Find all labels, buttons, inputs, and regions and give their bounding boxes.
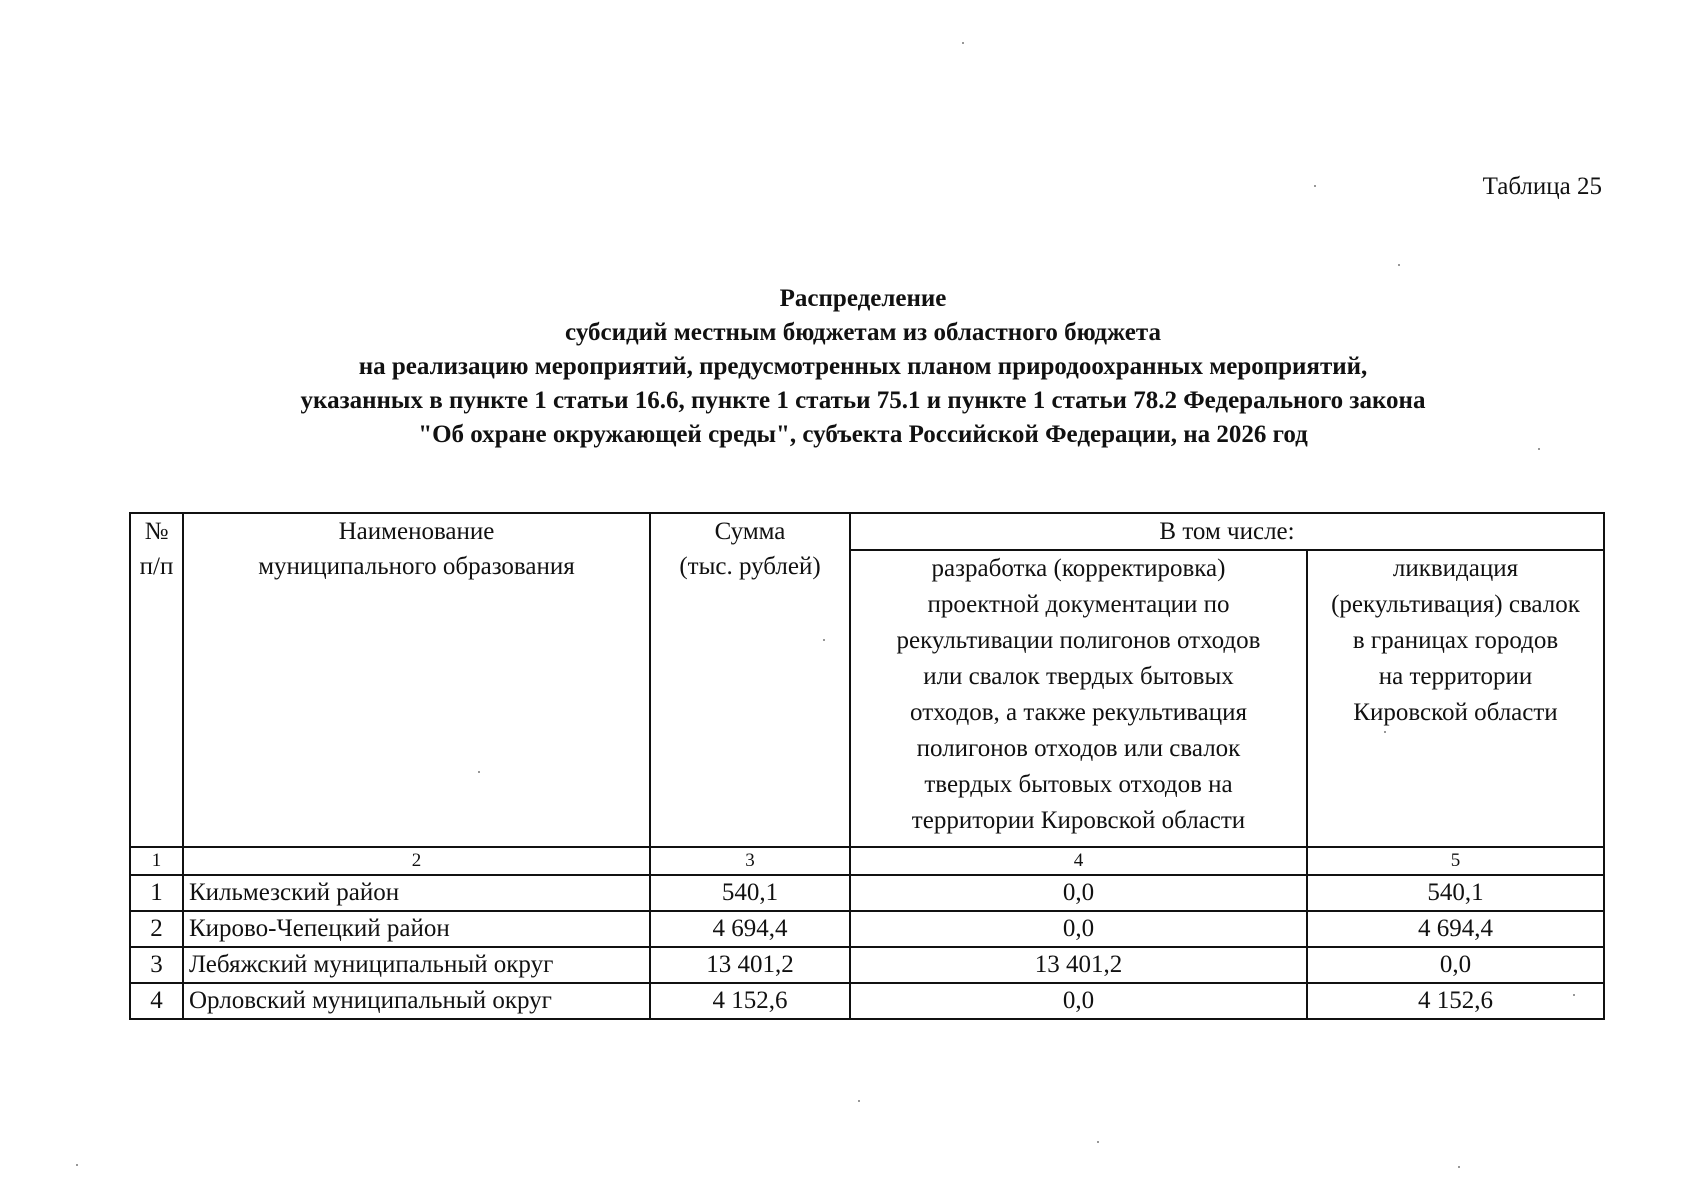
scan-speck	[1458, 1166, 1460, 1168]
scan-speck	[76, 1164, 78, 1166]
header-sum-line-1: Сумма	[714, 518, 786, 545]
scan-speck	[962, 42, 964, 44]
row-number: 1	[130, 875, 183, 911]
table-row	[130, 875, 1604, 911]
municipality-name: Орловский муниципальный округ	[183, 983, 650, 1019]
dump-liquidation-value: 4 152,6	[1307, 983, 1604, 1019]
dump-liquidation-value: 4 694,4	[1307, 911, 1604, 947]
scan-speck	[1538, 448, 1540, 450]
sum-value: 4 694,4	[650, 911, 850, 947]
scan-speck	[1384, 731, 1386, 733]
table-row	[130, 947, 1604, 983]
municipality-name: Кильмезский район	[183, 875, 650, 911]
design-documentation-value: 0,0	[850, 983, 1307, 1019]
title-line: Распределение	[779, 285, 947, 312]
header-number-line-2: п/п	[139, 553, 174, 580]
table-row	[130, 911, 1604, 947]
design-documentation-value: 0,0	[850, 875, 1307, 911]
scan-speck	[858, 1100, 860, 1102]
document-title	[0, 282, 1698, 452]
column-number: 5	[1307, 847, 1604, 875]
header-dump-liquidation: ликвидация (рекультивация) свалок в границах городов на территории Кировской области	[1307, 550, 1604, 847]
title-line: субсидий местным бюджетам из областного бюджета	[565, 319, 1161, 346]
row-number: 4	[130, 983, 183, 1019]
header-number	[130, 513, 183, 847]
sum-value: 540,1	[650, 875, 850, 911]
title-line: на реализацию мероприятий, предусмотренных планом природоохранных мероприятий,	[358, 353, 1368, 380]
header-sum	[650, 513, 850, 847]
column-number: 2	[183, 847, 650, 875]
header-including-group: В том числе:	[850, 513, 1604, 550]
scan-speck	[1097, 1141, 1099, 1143]
scan-speck	[478, 771, 480, 773]
column-number: 1	[130, 847, 183, 875]
scan-speck	[1573, 994, 1575, 996]
header-design-documentation: разработка (корректировка) проектной документации по рекультивации полигонов отходов или свалок твердых бытовых отходов, а также рекультивация полигонов отходов или свалок твердых бытовых отходов на территории Кировской области	[850, 550, 1307, 847]
title-line: "Об охране окружающей среды", субъекта Российской Федерации, на 2026 год	[418, 421, 1308, 448]
scan-speck	[823, 639, 825, 641]
design-documentation-value: 13 401,2	[850, 947, 1307, 983]
column-number: 4	[850, 847, 1307, 875]
row-number: 3	[130, 947, 183, 983]
table-number-label: Таблица 25	[1482, 173, 1602, 200]
header-name-line-2: муниципального образования	[258, 553, 575, 580]
column-numbers-row	[130, 847, 1604, 875]
sum-value: 13 401,2	[650, 947, 850, 983]
scan-speck	[1314, 185, 1316, 187]
dump-liquidation-value: 540,1	[1307, 875, 1604, 911]
header-name-line-1: Наименование	[338, 518, 495, 545]
row-number: 2	[130, 911, 183, 947]
header-municipality-name	[183, 513, 650, 847]
header-number-line-1: №	[144, 518, 169, 545]
column-number: 3	[650, 847, 850, 875]
municipality-name: Лебяжский муниципальный округ	[183, 947, 650, 983]
sum-value: 4 152,6	[650, 983, 850, 1019]
scan-speck	[1398, 264, 1400, 266]
title-line: указанных в пункте 1 статьи 16.6, пункте 1 статьи 75.1 и пункте 1 статьи 78.2 Федерального закона	[300, 387, 1426, 414]
subsidy-distribution-table	[129, 512, 1605, 1020]
design-documentation-value: 0,0	[850, 911, 1307, 947]
dump-liquidation-value: 0,0	[1307, 947, 1604, 983]
table-row	[130, 983, 1604, 1019]
municipality-name: Кирово-Чепецкий район	[183, 911, 650, 947]
header-sum-line-2: (тыс. рублей)	[679, 553, 821, 580]
